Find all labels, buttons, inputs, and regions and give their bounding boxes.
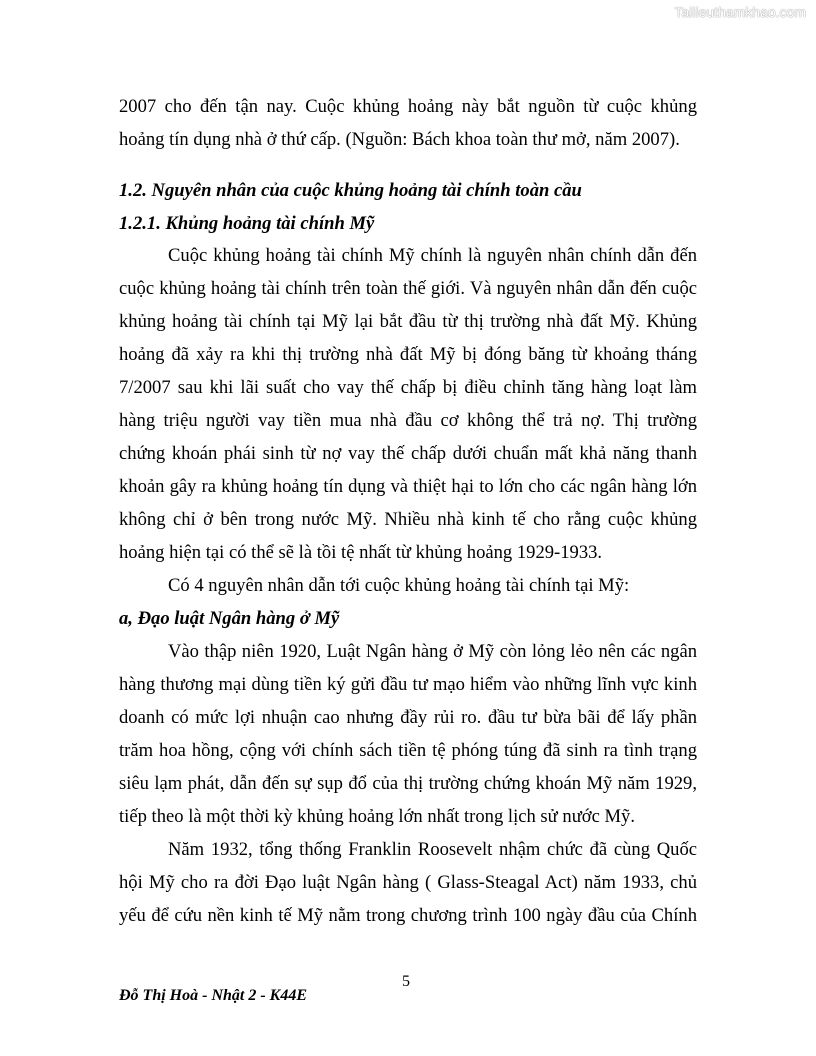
body-line: trăm hoa hồng, cộng với chính sách tiền tệ phóng túng đã sinh ra tình trạng [119,740,697,761]
body-line: Có 4 nguyên nhân dẫn tới cuộc khủng hoảng tài chính tại Mỹ: [168,575,630,596]
body-line: hoảng hiện tại có thể sẽ là tồi tệ nhất từ khủng hoảng 1929-1933. [119,542,603,563]
body-line: hàng thương mại dùng tiền ký gửi đầu tư mạo hiểm vào những lĩnh vực kinh [119,674,697,695]
body-line: hàng triệu người vay tiền mua nhà đầu cơ không thể trả nợ. Thị trường [119,410,697,431]
body-line: tiếp theo là một thời kỳ khủng hoảng lớn nhất trong lịch sử nước Mỹ. [119,806,635,827]
body-line: doanh có mức lợi nhuận cao nhưng đầy rủi ro. đầu tư bừa bãi để lấy phần [119,707,697,728]
body-line: cuộc khủng hoảng tài chính trên toàn thế giới. Và nguyên nhân dẫn đến cuộc [119,278,697,299]
body-line: 7/2007 sau khi lãi suất cho vay thế chấp bị điều chỉnh tăng hàng loạt làm [119,377,697,398]
body-line: khủng hoảng tài chính tại Mỹ lại bắt đầu từ thị trường nhà đất Mỹ. Khủng [119,311,697,332]
body-line: siêu lạm phát, dẫn đến sự sụp đổ của thị trường chứng khoán Mỹ năm 1929, [119,773,697,794]
footer-author: Đỗ Thị Hoà - Nhật 2 - K44E [119,987,308,1004]
body-line: hoảng đã xảy ra khi thị trường nhà đất Mỹ bị đóng băng từ khoảng tháng [119,344,697,365]
subsection-heading: 1.2.1. Khủng hoảng tài chính Mỹ [119,213,375,234]
body-line: hội Mỹ cho ra đời Đạo luật Ngân hàng ( Glass-Steagal Act) năm 1933, chủ [119,872,697,893]
body-line: Vào thập niên 1920, Luật Ngân hàng ở Mỹ còn lỏng lẻo nên các ngân [168,641,697,662]
body-line: Năm 1932, tổng thống Franklin Roosevelt nhậm chức đã cùng Quốc [168,839,697,860]
body-line: yếu để cứu nền kinh tế Mỹ nằm trong chương trình 100 ngày đầu của Chính [119,905,697,926]
body-line: khoản gây ra khủng hoảng tín dụng và thiệt hại to lớn cho các ngân hàng lớn [119,476,697,497]
body-line: 2007 cho đến tận nay. Cuộc khủng hoảng này bắt nguồn từ cuộc khủng [119,96,697,117]
subheading-a: a, Đạo luật Ngân hàng ở Mỹ [119,608,340,629]
body-line: Cuộc khủng hoảng tài chính Mỹ chính là nguyên nhân chính dẫn đến [168,245,697,266]
section-heading: 1.2. Nguyên nhân của cuộc khủng hoảng tài chính toàn cầu [119,180,582,201]
body-line: hoảng tín dụng nhà ở thứ cấp. (Nguồn: Bách khoa toàn thư mở, năm 2007). [119,129,680,150]
body-line: chứng khoán phái sinh từ nợ vay thế chấp dưới chuẩn mất khả năng thanh [119,443,697,464]
body-line: không chỉ ở bên trong nước Mỹ. Nhiều nhà kinh tế cho rằng cuộc khủng [119,509,697,530]
page-number: 5 [402,973,410,990]
watermark: Tailieuthamkhao.com [674,4,806,20]
